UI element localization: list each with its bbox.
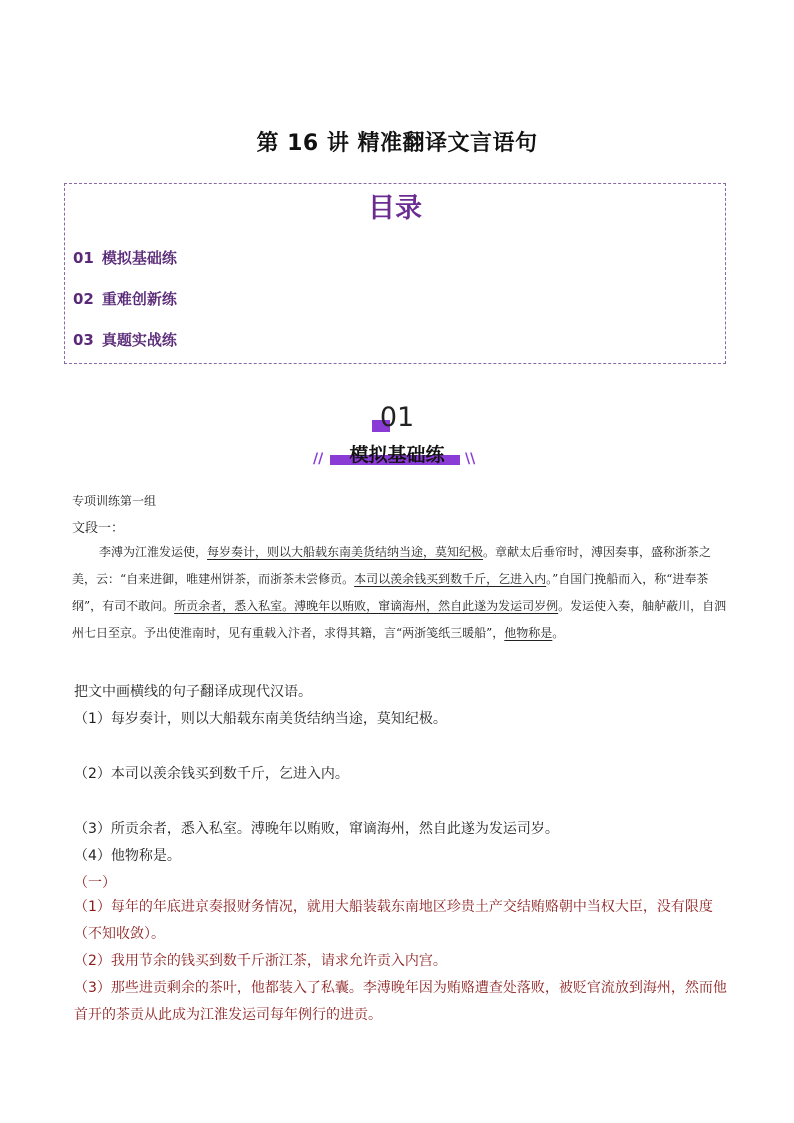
group-label: 专项训练第一组	[72, 494, 157, 508]
passage-segment: 。”自国门挽船而入，称“进奉茶纲”，有司不敢问。	[72, 572, 709, 613]
section-left-deco: //	[313, 451, 324, 467]
toc-heading: 目录	[368, 193, 422, 224]
answer-3: （3）那些进贡剩余的茶叶，他都装入了私囊。李溥晚年因为贿赂遭查处落败，被贬官流放到海州，然而他首开的茶贡从此成为江淮发运司每年例行的进贡。	[74, 980, 727, 1023]
toc-item-label: 重难创新练	[101, 290, 177, 308]
question-1: （1）每岁奏计，则以大船载东南美货结纳当途，莫知纪极。	[74, 711, 447, 727]
answer-1: （1）每年的年底进京奏报财务情况，就用大船装载东南地区珍贵土产交结贿赂朝中当权大臣，没有限度（不知收敛）。	[74, 899, 713, 942]
page-title: 第 16 讲 精准翻译文言语句	[256, 131, 538, 156]
answer-label: （一）	[74, 875, 116, 891]
toc-item-number: 03	[73, 331, 94, 349]
instruction: 把文中画横线的句子翻译成现代汉语。	[74, 684, 312, 700]
section-number: 01	[379, 402, 415, 433]
question-3: （3）所贡余者，悉入私室。溥晚年以贿败，窜谪海州，然自此遂为发运司岁。	[74, 821, 559, 837]
toc-item-3[interactable]	[73, 329, 177, 350]
passage-segment: 。章献太后垂帘时，溥因奏事，盛称浙茶之美，云：“自来进御，唯建州饼茶，而浙茶未尝修贡。	[72, 545, 712, 586]
passage-text	[72, 539, 732, 647]
answer-2: （2）我用节余的钱买到数千斤浙江茶，请求允许贡入内宫。	[74, 953, 447, 969]
question-4: （4）他物称是。	[74, 848, 181, 864]
toc-item-1[interactable]	[73, 247, 177, 268]
underlined-sentence-3: 所贡余者，悉入私室。溥晚年以贿败，窜谪海州，然自此遂为发运司岁例	[174, 599, 559, 613]
toc-item-label: 真题实战练	[101, 331, 177, 349]
passage-segment: 李溥为江淮发运使，	[99, 545, 208, 559]
passage-segment: 。发运使入奏，舳舻蔽川，自泗州七日至京。予出使淮南时，见有重载入汴者，求得其籍，言“两浙笺纸三暖船”，	[72, 599, 727, 640]
section-title: 模拟基础练	[349, 444, 445, 466]
toc-item-number: 02	[73, 290, 94, 308]
toc-item-2[interactable]	[73, 288, 177, 309]
underlined-sentence-4: 他物称是	[504, 626, 553, 640]
toc-item-number: 01	[73, 249, 94, 267]
underlined-sentence-2: 本司以羡余钱买到数千斤，乞进入内	[354, 572, 547, 586]
passage-segment: 。	[552, 626, 565, 640]
table-of-contents	[64, 183, 726, 364]
passage-label: 文段一：	[72, 521, 125, 536]
underlined-sentence-1: 每岁奏计，则以大船载东南美货结纳当途，莫知纪极	[207, 545, 484, 559]
question-2: （2）本司以羡余钱买到数千斤，乞进入内。	[74, 766, 349, 782]
toc-item-label: 模拟基础练	[101, 249, 177, 267]
section-right-deco: \\	[465, 451, 476, 467]
